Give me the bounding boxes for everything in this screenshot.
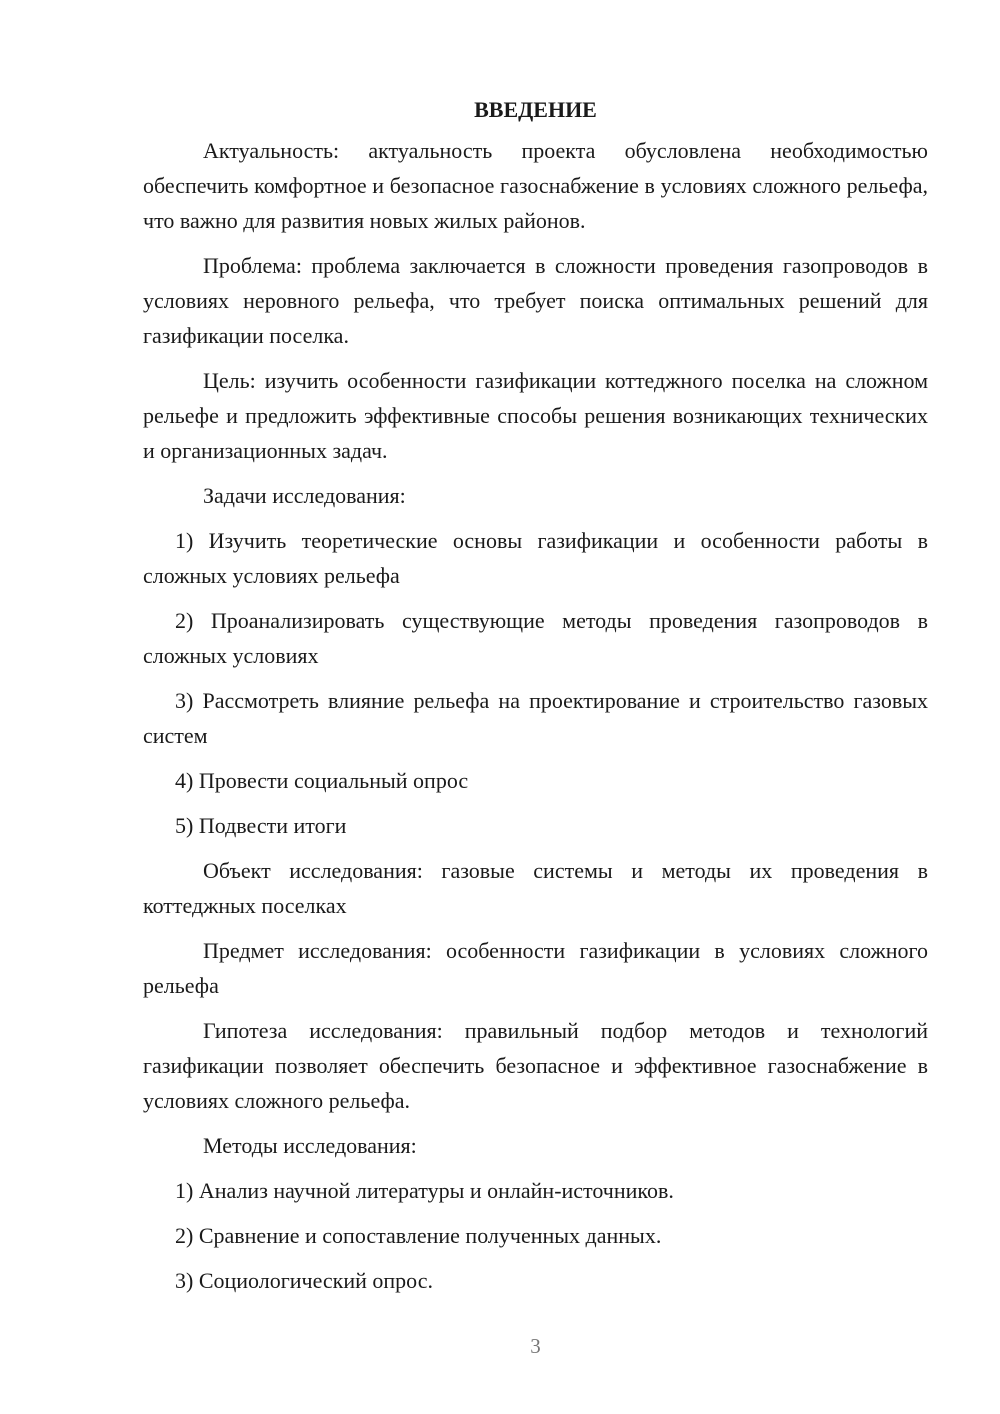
method-item-2: 2) Сравнение и сопоставление полученных данных. — [175, 1223, 662, 1248]
paragraph-methods-heading: Методы исследования: — [203, 1133, 417, 1158]
method-item-1: 1) Анализ научной литературы и онлайн-источников. — [175, 1178, 674, 1203]
paragraph-goal: Цель: изучить особенности газификации коттеджного поселка на сложном рельефе и предложить эффективные способы решения возникающих технических и организационных задач. — [143, 368, 928, 463]
page-number: 3 — [530, 1334, 541, 1358]
paragraph-object: Объект исследования: газовые системы и методы их проведения в коттеджных поселках — [143, 858, 928, 918]
method-item-3: 3) Социологический опрос. — [175, 1268, 433, 1293]
task-item-2: 2) Проанализировать существующие методы проведения газопроводов в сложных условиях — [143, 608, 928, 668]
paragraph-subject: Предмет исследования: особенности газификации в условиях сложного рельефа — [143, 938, 928, 998]
page-title: ВВЕДЕНИЕ — [474, 97, 597, 122]
task-item-5: 5) Подвести итоги — [175, 813, 347, 838]
paragraph-relevance: Актуальность: актуальность проекта обусловлена необходимостью обеспечить комфортное и безопасное газоснабжение в условиях сложного рельефа, что важно для развития новых жилых районов. — [143, 138, 928, 233]
paragraph-problem: Проблема: проблема заключается в сложности проведения газопроводов в условиях неровного рельефа, что требует поиска оптимальных решений для газификации поселка. — [143, 253, 928, 348]
paragraph-tasks-heading: Задачи исследования: — [203, 483, 406, 508]
page-content — [143, 91, 928, 1298]
task-item-3: 3) Рассмотреть влияние рельефа на проектирование и строительство газовых систем — [143, 688, 928, 748]
task-item-1: 1) Изучить теоретические основы газификации и особенности работы в сложных условиях рельефа — [143, 528, 928, 588]
paragraph-hypothesis: Гипотеза исследования: правильный подбор методов и технологий газификации позволяет обеспечить безопасное и эффективное газоснабжение в условиях сложного рельефа. — [143, 1018, 928, 1113]
task-item-4: 4) Провести социальный опрос — [175, 768, 469, 793]
